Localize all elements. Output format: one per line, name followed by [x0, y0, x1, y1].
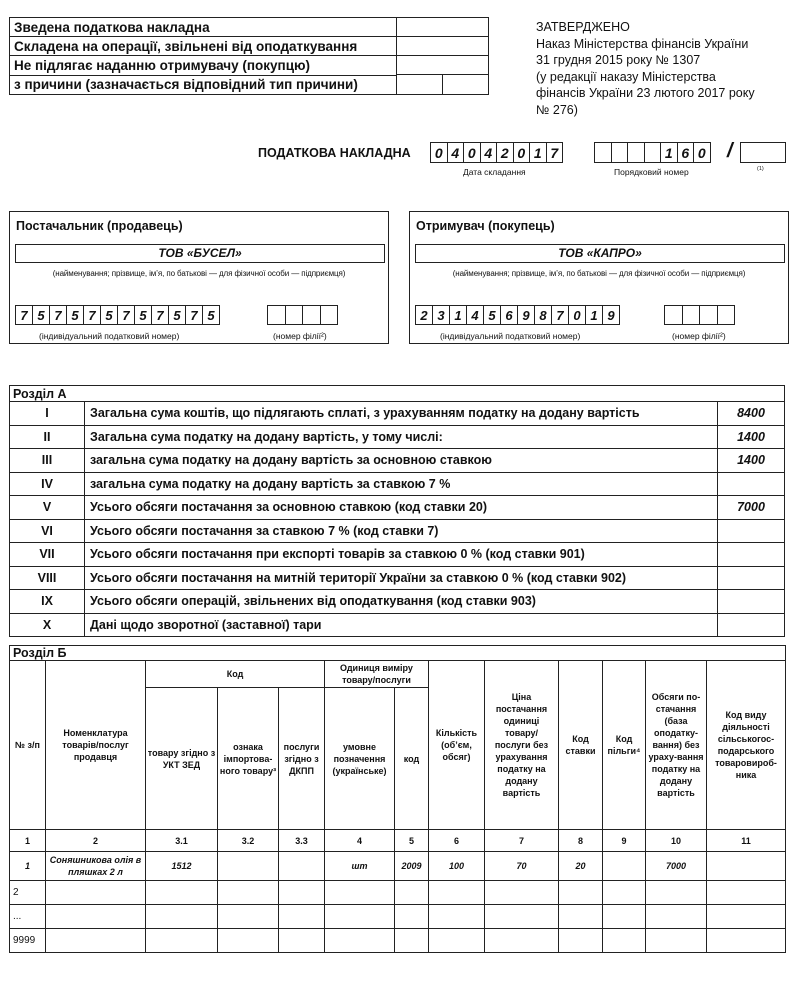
cell-volume[interactable]: 7000 [646, 852, 707, 881]
cell[interactable] [218, 881, 279, 905]
header-rate: Код ставки [559, 661, 603, 830]
date-digit: 7 [546, 142, 564, 163]
section-a-row [10, 449, 785, 473]
row-number: IV [10, 472, 85, 496]
header-qty: Кількість (об’єм, обсяг) [429, 661, 485, 830]
cell[interactable] [646, 881, 707, 905]
row-number: V [10, 496, 85, 520]
cell[interactable] [707, 905, 786, 929]
section-a-row [10, 519, 785, 543]
approval-line: ЗАТВЕРДЖЕНО [536, 20, 630, 34]
cell-unit-code[interactable]: 2009 [395, 852, 429, 881]
ipn-digit: 7 [551, 305, 569, 325]
ipn-digit: 2 [415, 305, 433, 325]
row-value[interactable]: 7000 [718, 496, 785, 520]
seller-block [9, 211, 389, 344]
approval-line: фінансів України 23 лютого 2017 року [536, 86, 755, 100]
row-value[interactable]: 1400 [718, 449, 785, 473]
order-digit [627, 142, 645, 163]
header-unit-code: код [395, 688, 429, 830]
approval-line: № 276) [536, 102, 578, 117]
ipn-digit: 5 [483, 305, 501, 325]
cell[interactable] [429, 929, 485, 953]
approval-block [536, 19, 791, 118]
cell[interactable] [279, 929, 325, 953]
cell[interactable] [46, 881, 146, 905]
table-row [10, 929, 786, 953]
table-row [10, 881, 786, 905]
cell[interactable] [146, 929, 218, 953]
cell[interactable] [279, 881, 325, 905]
header-agri: Код виду діяльності сільськогос-подарського товаровироб-ника [707, 661, 786, 830]
section-a-row [10, 472, 785, 496]
ipn-digit: 5 [32, 305, 50, 325]
column-number: 3.2 [218, 830, 279, 852]
row-number: X [10, 613, 85, 637]
row-text: Усього обсяги постачання за основною ставкою (код ставки 20) [85, 496, 718, 520]
date-digit: 1 [529, 142, 547, 163]
column-number: 8 [559, 830, 603, 852]
cell[interactable] [603, 929, 646, 953]
column-number: 3.1 [146, 830, 218, 852]
column-number: 11 [707, 830, 786, 852]
column-number: 10 [646, 830, 707, 852]
row-value[interactable] [718, 519, 785, 543]
cell-num[interactable]: 9999 [10, 929, 46, 953]
seller-ipn-caption: (індивідуальний податковий номер) [39, 331, 180, 341]
branch-digit [267, 305, 286, 325]
cell[interactable] [646, 929, 707, 953]
cell[interactable] [559, 881, 603, 905]
cell-name[interactable]: Соняшникова олія в пляшках 2 л [46, 852, 146, 881]
section-a-row [10, 590, 785, 614]
ipn-digit: 5 [66, 305, 84, 325]
header-volume: Обсяги по-стачання (база оподатку-вання) без ураху-вання податку на додану вартість [646, 661, 707, 830]
invoice-title: ПОДАТКОВА НАКЛАДНА [258, 146, 411, 160]
header-unit-name: умовне позначення (українське) [325, 688, 395, 830]
date-digit: 4 [447, 142, 465, 163]
approval-line: Наказ Міністерства фінансів України [536, 36, 749, 51]
buyer-block [409, 211, 789, 344]
ipn-digit: 5 [202, 305, 220, 325]
table-row [10, 852, 786, 881]
header-unit-group: Одиниця виміру товару/послуги [325, 661, 429, 688]
footnote-mark: (1) [757, 166, 764, 172]
ipn-digit: 5 [168, 305, 186, 325]
branch-digit [717, 305, 736, 325]
cell[interactable] [325, 881, 395, 905]
cell[interactable] [485, 905, 559, 929]
cell[interactable] [603, 881, 646, 905]
order-digit [611, 142, 629, 163]
row-number: VIII [10, 566, 85, 590]
row-number: IX [10, 590, 85, 614]
row-value[interactable] [718, 472, 785, 496]
row-text: Загальна сума податку на додану вартість, у тому числі: [85, 425, 718, 449]
cell[interactable] [146, 905, 218, 929]
cell[interactable] [279, 905, 325, 929]
cell[interactable] [395, 905, 429, 929]
approval-line: (у редакції наказу Міністерства [536, 69, 716, 84]
column-number: 6 [429, 830, 485, 852]
section-a-title: Розділ А [10, 386, 785, 402]
row-value[interactable] [718, 590, 785, 614]
row-text: Загальна сума коштів, що підлягають сплаті, з урахуванням податку на додану вартість [85, 402, 718, 426]
invoice-branch-field[interactable] [740, 142, 786, 163]
cell[interactable] [218, 905, 279, 929]
header-num: № з/п [10, 661, 46, 830]
date-digit: 0 [463, 142, 481, 163]
approval-line: 31 грудня 2015 року № 1307 [536, 53, 701, 67]
buyer-name-caption: (найменування; прізвище, ім’я, по батькові — для фізичної особи — підприємця) [452, 269, 746, 278]
row-value[interactable] [718, 543, 785, 567]
header-code-import: ознака імпортова-ного товару³ [218, 688, 279, 830]
buyer-title: Отримувач (покупець) [416, 219, 555, 233]
date-caption: Дата складання [463, 167, 526, 177]
cell[interactable] [707, 881, 786, 905]
cell-qty[interactable]: 100 [429, 852, 485, 881]
seller-ipn-field[interactable] [16, 305, 220, 325]
status-consolidated: Зведена податкова накладна [10, 18, 397, 37]
ipn-digit: 9 [517, 305, 535, 325]
cell[interactable] [559, 929, 603, 953]
status-reason-box[interactable] [397, 56, 489, 95]
section-a-table [9, 385, 785, 637]
status-exempt: Складена на операції, звільнені від оподаткування [10, 37, 397, 56]
buyer-name-field[interactable]: ТОВ «КАПРО» [415, 244, 785, 263]
row-text: загальна сума податку на додану вартість за ставкою 7 % [85, 472, 718, 496]
branch-digit [664, 305, 683, 325]
ipn-digit: 7 [117, 305, 135, 325]
cell[interactable] [603, 905, 646, 929]
buyer-ipn-field[interactable] [416, 305, 620, 325]
ipn-digit: 7 [49, 305, 67, 325]
ipn-digit: 6 [500, 305, 518, 325]
column-number: 2 [46, 830, 146, 852]
column-number: 1 [10, 830, 46, 852]
section-a-row [10, 566, 785, 590]
cell[interactable] [146, 881, 218, 905]
seller-branch-caption: (номер філії²) [273, 331, 327, 341]
buyer-branch-field[interactable] [665, 305, 735, 325]
row-number: II [10, 425, 85, 449]
column-number: 9 [603, 830, 646, 852]
order-digit [594, 142, 612, 163]
ipn-digit: 7 [83, 305, 101, 325]
ipn-digit: 7 [185, 305, 203, 325]
order-caption: Порядковий номер [614, 167, 689, 177]
status-not-given: Не підлягає наданню отримувачу (покупцю) [10, 56, 397, 76]
cell-num[interactable]: 1 [10, 852, 46, 881]
cell-num[interactable]: 2 [10, 881, 46, 905]
header-code-dkpp: послуги згідно з ДКПП [279, 688, 325, 830]
seller-name-field[interactable]: ТОВ «БУСЕЛ» [15, 244, 385, 263]
date-digit: 0 [430, 142, 448, 163]
cell[interactable] [46, 929, 146, 953]
date-digit: 0 [513, 142, 531, 163]
date-digit: 4 [480, 142, 498, 163]
header-price: Ціна постачання одиниці товару/ послуги без урахування податку на додану вартість [485, 661, 559, 830]
number-slash: / [727, 140, 733, 162]
cell[interactable] [395, 881, 429, 905]
ipn-digit: 0 [568, 305, 586, 325]
cell[interactable] [646, 905, 707, 929]
cell[interactable] [395, 929, 429, 953]
section-a-row [10, 402, 785, 426]
order-digit: 0 [693, 142, 711, 163]
section-a-row [10, 425, 785, 449]
buyer-ipn-caption: (індивідуальний податковий номер) [440, 331, 581, 341]
row-value[interactable] [718, 613, 785, 637]
table-row [10, 905, 786, 929]
branch-digit [320, 305, 339, 325]
branch-digit [699, 305, 718, 325]
cell-dkpp[interactable] [279, 852, 325, 881]
invoice-order-field[interactable] [595, 142, 711, 163]
status-exempt-box[interactable] [397, 37, 489, 56]
row-number: VII [10, 543, 85, 567]
cell[interactable] [46, 905, 146, 929]
column-number: 3.3 [279, 830, 325, 852]
row-number: III [10, 449, 85, 473]
header-code-group: Код [146, 661, 325, 688]
section-b-title: Розділ Б [10, 646, 786, 661]
cell-num[interactable]: ... [10, 905, 46, 929]
cell-rate[interactable]: 20 [559, 852, 603, 881]
column-numbers-row [10, 830, 786, 852]
row-text: загальна сума податку на додану вартість за основною ставкою [85, 449, 718, 473]
row-text: Усього обсяги операцій, звільнених від оподаткування (код ставки 903) [85, 590, 718, 614]
header-benefit: Код пільги⁴ [603, 661, 646, 830]
row-value[interactable] [718, 566, 785, 590]
seller-branch-field[interactable] [268, 305, 338, 325]
ipn-digit: 9 [602, 305, 620, 325]
status-consolidated-box[interactable] [397, 18, 489, 37]
ipn-digit: 5 [100, 305, 118, 325]
ipn-digit: 3 [432, 305, 450, 325]
cell[interactable] [707, 929, 786, 953]
branch-digit [682, 305, 701, 325]
header-code-ukt: товару згідно з УКТ ЗЕД [146, 688, 218, 830]
ipn-digit: 4 [466, 305, 484, 325]
section-a-row [10, 613, 785, 637]
row-number: I [10, 402, 85, 426]
row-text: Дані щодо зворотної (заставної) тари [85, 613, 718, 637]
status-reason: з причини (зазначається відповідний тип причини) [10, 75, 397, 95]
section-a-row [10, 543, 785, 567]
cell-price[interactable]: 70 [485, 852, 559, 881]
section-b-table [9, 645, 786, 953]
row-text: Усього обсяги постачання за ставкою 7 % (код ставки 7) [85, 519, 718, 543]
cell-unit[interactable]: шт [325, 852, 395, 881]
header-name: Номенклатура товарів/послуг продавця [46, 661, 146, 830]
cell[interactable] [325, 929, 395, 953]
cell-ukt[interactable]: 1512 [146, 852, 218, 881]
row-text: Усього обсяги постачання при експорті товарів за ставкою 0 % (код ставки 901) [85, 543, 718, 567]
date-digit: 2 [496, 142, 514, 163]
row-number: VI [10, 519, 85, 543]
invoice-date-field[interactable] [431, 142, 563, 163]
seller-name-caption: (найменування; прізвище, ім’я, по батькові — для фізичної особи — підприємця) [52, 269, 346, 278]
row-value[interactable]: 1400 [718, 425, 785, 449]
cell[interactable] [429, 881, 485, 905]
row-value[interactable]: 8400 [718, 402, 785, 426]
cell[interactable] [559, 905, 603, 929]
ipn-digit: 1 [585, 305, 603, 325]
branch-digit [302, 305, 321, 325]
row-text: Усього обсяги постачання на митній території України за ставкою 0 % (код ставки 902) [85, 566, 718, 590]
cell[interactable] [485, 881, 559, 905]
cell-import[interactable] [218, 852, 279, 881]
column-number: 4 [325, 830, 395, 852]
invoice-status-table [9, 17, 489, 95]
ipn-digit: 8 [534, 305, 552, 325]
order-digit: 6 [677, 142, 695, 163]
branch-digit [285, 305, 304, 325]
column-number: 5 [395, 830, 429, 852]
order-digit [644, 142, 662, 163]
order-digit: 1 [660, 142, 678, 163]
ipn-digit: 5 [134, 305, 152, 325]
buyer-branch-caption: (номер філії²) [672, 331, 726, 341]
cell[interactable] [485, 929, 559, 953]
cell[interactable] [325, 905, 395, 929]
cell[interactable] [429, 905, 485, 929]
seller-title: Постачальник (продавець) [16, 219, 183, 233]
ipn-digit: 7 [151, 305, 169, 325]
ipn-digit: 1 [449, 305, 467, 325]
section-a-row [10, 496, 785, 520]
column-number: 7 [485, 830, 559, 852]
cell[interactable] [218, 929, 279, 953]
ipn-digit: 7 [15, 305, 33, 325]
cell-agri[interactable] [707, 852, 786, 881]
cell-benefit[interactable] [603, 852, 646, 881]
